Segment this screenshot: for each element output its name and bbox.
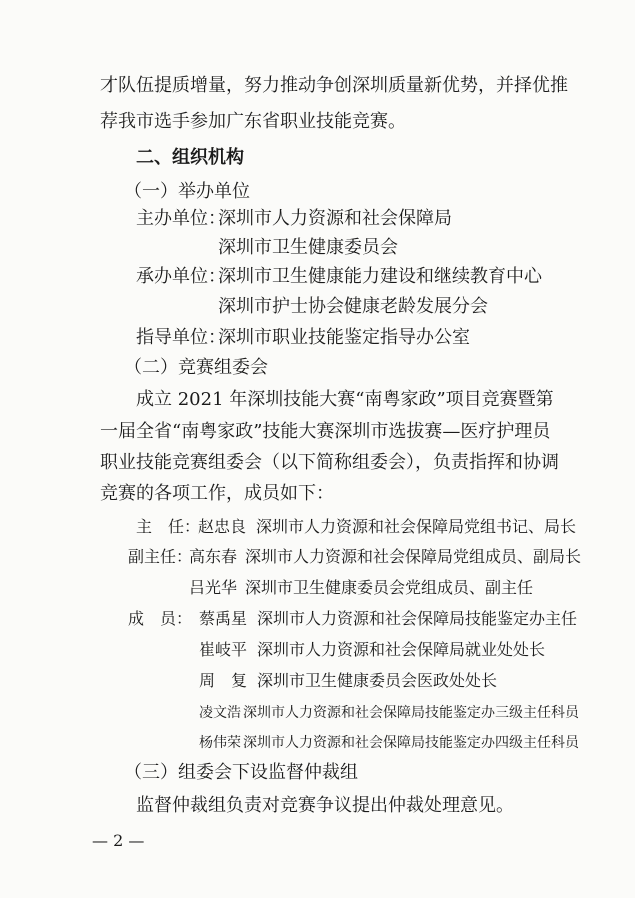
member-title: 深圳市卫生健康委员会医政处处长 <box>257 671 498 690</box>
field-value: 深圳市卫生健康能力建设和继续教育中心 <box>218 266 542 287</box>
text: 一届全省“南粤家政”技能大赛深圳市选拔赛—医疗护理员 <box>100 421 551 442</box>
heading-text: 二、组织机构 <box>136 147 244 168</box>
member-name: 崔岐平 <box>199 640 248 659</box>
member-title: 深圳市人力资源和社会保障局技能鉴定办三级主任科员 <box>243 705 579 721</box>
text: 竞赛的各项工作，成员如下： <box>100 483 334 504</box>
field-value: 深圳市人力资源和社会保障局 <box>218 208 452 229</box>
member-title: 深圳市卫生健康委员会党组成员、副主任 <box>245 578 534 597</box>
text: 成立 2021 年深圳技能大赛“南粤家政”项目竞赛暨第 <box>136 389 554 410</box>
text: 职业技能竞赛组委会（以下简称组委会），负责指挥和协调 <box>100 452 559 473</box>
member-title: 深圳市人力资源和社会保障局技能鉴定办四级主任科员 <box>243 735 579 751</box>
member-name: 高东春 <box>189 547 238 566</box>
member-name: 杨伟荣 <box>199 735 241 751</box>
member-title: 深圳市人力资源和社会保障局党组成员、副局长 <box>245 547 582 566</box>
member-name: 吕光华 <box>189 578 238 597</box>
role-label: 副主任： <box>128 547 193 566</box>
field-value: 深圳市卫生健康委员会 <box>218 237 398 258</box>
field-label: 指导单位： <box>136 327 226 348</box>
field-label: 承办单位： <box>136 266 226 287</box>
text: 荐我市选手参加广东省职业技能竞赛。 <box>100 111 406 132</box>
heading-text: （三）组委会下设监督仲裁组 <box>124 762 358 783</box>
member-name: 蔡禹星 <box>199 609 248 628</box>
heading-text: （二）竞赛组委会 <box>124 357 268 378</box>
member-name: 周 复 <box>199 671 248 690</box>
role-label: 主 任： <box>136 517 201 536</box>
field-value: 深圳市护士协会健康老龄发展分会 <box>218 296 488 317</box>
member-name: 凌文浩 <box>199 705 241 721</box>
page-number-text: — 2 — <box>92 831 145 850</box>
heading-text: （一）举办单位 <box>124 181 250 202</box>
member-name: 赵忠良 <box>198 517 247 536</box>
field-label: 主办单位： <box>136 208 226 229</box>
role-label: 成 员： <box>128 609 193 628</box>
text: 监督仲裁组负责对竞赛争议提出仲裁处理意见。 <box>136 795 514 816</box>
member-title: 深圳市人力资源和社会保障局就业处处长 <box>257 640 546 659</box>
text: 才队伍提质增量，努力推动争创深圳质量新优势，并择优推 <box>100 75 568 96</box>
member-title: 深圳市人力资源和社会保障局技能鉴定办主任 <box>257 609 578 628</box>
field-value: 深圳市职业技能鉴定指导办公室 <box>218 327 470 348</box>
member-title: 深圳市人力资源和社会保障局党组书记、局长 <box>256 517 577 536</box>
